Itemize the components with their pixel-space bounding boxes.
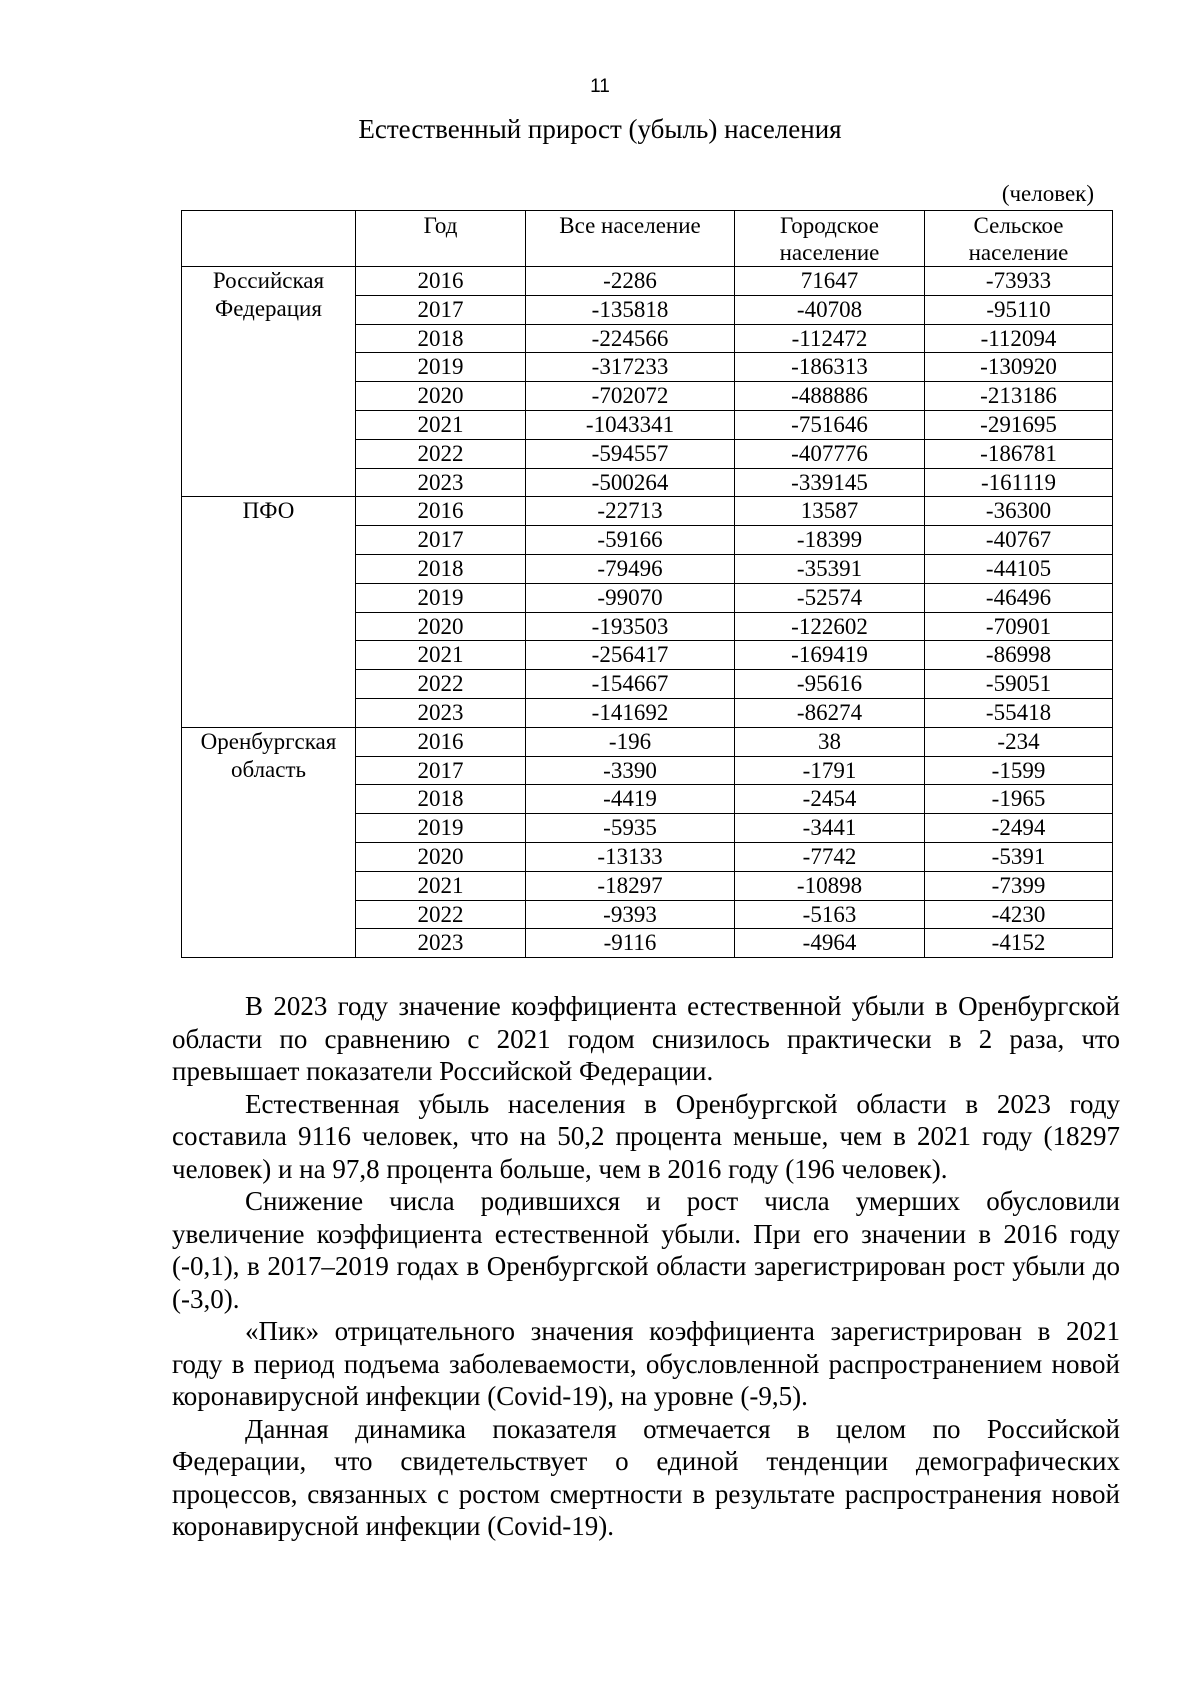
urban-population-cell: -10898	[735, 871, 925, 900]
year-cell: 2020	[356, 612, 526, 641]
all-population-cell: -3390	[526, 756, 735, 785]
rural-population-cell: -234	[925, 727, 1113, 756]
year-cell: 2022	[356, 439, 526, 468]
year-cell: 2021	[356, 641, 526, 670]
urban-population-cell: -339145	[735, 468, 925, 497]
year-cell: 2019	[356, 353, 526, 382]
all-population-cell: -2286	[526, 267, 735, 296]
all-population-cell: -59166	[526, 526, 735, 555]
all-population-cell: -154667	[526, 670, 735, 699]
all-population-cell: -224566	[526, 324, 735, 353]
all-population-cell: -256417	[526, 641, 735, 670]
paragraph: В 2023 году значение коэффициента естественной убыли в Оренбургской области по сравнению с 2021 годом снизилось практически в 2 раза, что превышает показатели Российской Федерации.	[172, 991, 1120, 1086]
table-row	[182, 727, 1113, 756]
rural-population-cell: -4152	[925, 929, 1113, 958]
year-cell: 2018	[356, 554, 526, 583]
urban-population-cell: -86274	[735, 698, 925, 727]
all-population-cell: -99070	[526, 583, 735, 612]
all-population-cell: -1043341	[526, 410, 735, 439]
body-text	[172, 990, 1120, 1543]
rural-population-cell: -46496	[925, 583, 1113, 612]
rural-population-cell: -186781	[925, 439, 1113, 468]
all-population-cell: -9116	[526, 929, 735, 958]
year-cell: 2023	[356, 929, 526, 958]
all-population-cell: -193503	[526, 612, 735, 641]
all-population-cell: -702072	[526, 382, 735, 411]
rural-population-cell: -213186	[925, 382, 1113, 411]
rural-population-cell: -1965	[925, 785, 1113, 814]
urban-population-cell: -35391	[735, 554, 925, 583]
rural-population-cell: -130920	[925, 353, 1113, 382]
urban-population-cell: -186313	[735, 353, 925, 382]
rural-population-cell: -2494	[925, 814, 1113, 843]
urban-population-cell: -18399	[735, 526, 925, 555]
paragraph: «Пик» отрицательного значения коэффициента зарегистрирован в 2021 году в период подъема заболеваемости, обусловленной распространением новой коронавирусной инфекции (Covid-19), на уровне (-9,5).	[172, 1316, 1120, 1411]
urban-population-cell: -122602	[735, 612, 925, 641]
year-cell: 2020	[356, 382, 526, 411]
year-cell: 2017	[356, 526, 526, 555]
urban-population-cell: -3441	[735, 814, 925, 843]
year-cell: 2018	[356, 324, 526, 353]
paragraph: Естественная убыль населения в Оренбургской области в 2023 году составила 9116 человек, что на 50,2 процента меньше, чем в 2021 году (18297 человек) и на 97,8 процента больше, чем в 2016 году (196 человек).	[172, 1088, 1120, 1184]
table-row	[182, 497, 1113, 526]
table-header-row	[182, 211, 1113, 267]
rural-population-cell: -161119	[925, 468, 1113, 497]
year-cell: 2023	[356, 698, 526, 727]
year-cell: 2021	[356, 871, 526, 900]
header-year: Год	[356, 211, 526, 267]
all-population-cell: -500264	[526, 468, 735, 497]
year-cell: 2022	[356, 670, 526, 699]
urban-population-cell: -407776	[735, 439, 925, 468]
rural-population-cell: -7399	[925, 871, 1113, 900]
rural-population-cell: -44105	[925, 554, 1113, 583]
header-all: Все население	[526, 211, 735, 267]
rural-population-cell: -73933	[925, 267, 1113, 296]
rural-population-cell: -5391	[925, 842, 1113, 871]
urban-population-cell: -112472	[735, 324, 925, 353]
paragraph: Данная динамика показателя отмечается в целом по Российской Федерации, что свидетельствует о единой тенденции демографических процессов, связанных с ростом смертности в результате распространения новой коронавирусной инфекции (Covid-19).	[172, 1413, 1120, 1541]
urban-population-cell: -488886	[735, 382, 925, 411]
all-population-cell: -22713	[526, 497, 735, 526]
rural-population-cell: -291695	[925, 410, 1113, 439]
rural-population-cell: -59051	[925, 670, 1113, 699]
all-population-cell: -79496	[526, 554, 735, 583]
all-population-cell: -5935	[526, 814, 735, 843]
all-population-cell: -4419	[526, 785, 735, 814]
urban-population-cell: -52574	[735, 583, 925, 612]
region-cell: Оренбургская область	[182, 727, 356, 957]
urban-population-cell: -4964	[735, 929, 925, 958]
table-row	[182, 267, 1113, 296]
urban-population-cell: -40708	[735, 295, 925, 324]
header-region	[182, 211, 356, 267]
table-unit: (человек)	[1001, 181, 1094, 206]
header-urban: Городское население	[735, 211, 925, 267]
year-cell: 2016	[356, 267, 526, 296]
year-cell: 2017	[356, 756, 526, 785]
urban-population-cell: -169419	[735, 641, 925, 670]
urban-population-cell: -7742	[735, 842, 925, 871]
year-cell: 2016	[356, 727, 526, 756]
year-cell: 2017	[356, 295, 526, 324]
year-cell: 2018	[356, 785, 526, 814]
rural-population-cell: -55418	[925, 698, 1113, 727]
page-title: Естественный прирост (убыль) населения	[358, 114, 842, 144]
all-population-cell: -317233	[526, 353, 735, 382]
all-population-cell: -13133	[526, 842, 735, 871]
urban-population-cell: -751646	[735, 410, 925, 439]
rural-population-cell: -36300	[925, 497, 1113, 526]
rural-population-cell: -4230	[925, 900, 1113, 929]
rural-population-cell: -40767	[925, 526, 1113, 555]
all-population-cell: -594557	[526, 439, 735, 468]
all-population-cell: -135818	[526, 295, 735, 324]
rural-population-cell: -1599	[925, 756, 1113, 785]
table-body	[182, 267, 1113, 958]
all-population-cell: -18297	[526, 871, 735, 900]
rural-population-cell: -112094	[925, 324, 1113, 353]
rural-population-cell: -70901	[925, 612, 1113, 641]
urban-population-cell: 13587	[735, 497, 925, 526]
year-cell: 2016	[356, 497, 526, 526]
population-growth-table	[181, 210, 1113, 958]
all-population-cell: -196	[526, 727, 735, 756]
urban-population-cell: -95616	[735, 670, 925, 699]
page-number: 11	[590, 76, 610, 97]
year-cell: 2019	[356, 583, 526, 612]
all-population-cell: -9393	[526, 900, 735, 929]
rural-population-cell: -86998	[925, 641, 1113, 670]
year-cell: 2020	[356, 842, 526, 871]
urban-population-cell: -5163	[735, 900, 925, 929]
year-cell: 2021	[356, 410, 526, 439]
urban-population-cell: 71647	[735, 267, 925, 296]
paragraph: Снижение числа родившихся и рост числа умерших обусловили увеличение коэффициента естественной убыли. При его значении в 2016 году (-0,1), в 2017–2019 годах в Оренбургской области зарегистрирован рост убыли до (-3,0).	[172, 1186, 1120, 1314]
header-rural: Сельское население	[925, 211, 1113, 267]
region-cell: Российская Федерация	[182, 267, 356, 497]
all-population-cell: -141692	[526, 698, 735, 727]
urban-population-cell: 38	[735, 727, 925, 756]
rural-population-cell: -95110	[925, 295, 1113, 324]
urban-population-cell: -1791	[735, 756, 925, 785]
year-cell: 2019	[356, 814, 526, 843]
year-cell: 2022	[356, 900, 526, 929]
urban-population-cell: -2454	[735, 785, 925, 814]
year-cell: 2023	[356, 468, 526, 497]
region-cell: ПФО	[182, 497, 356, 727]
